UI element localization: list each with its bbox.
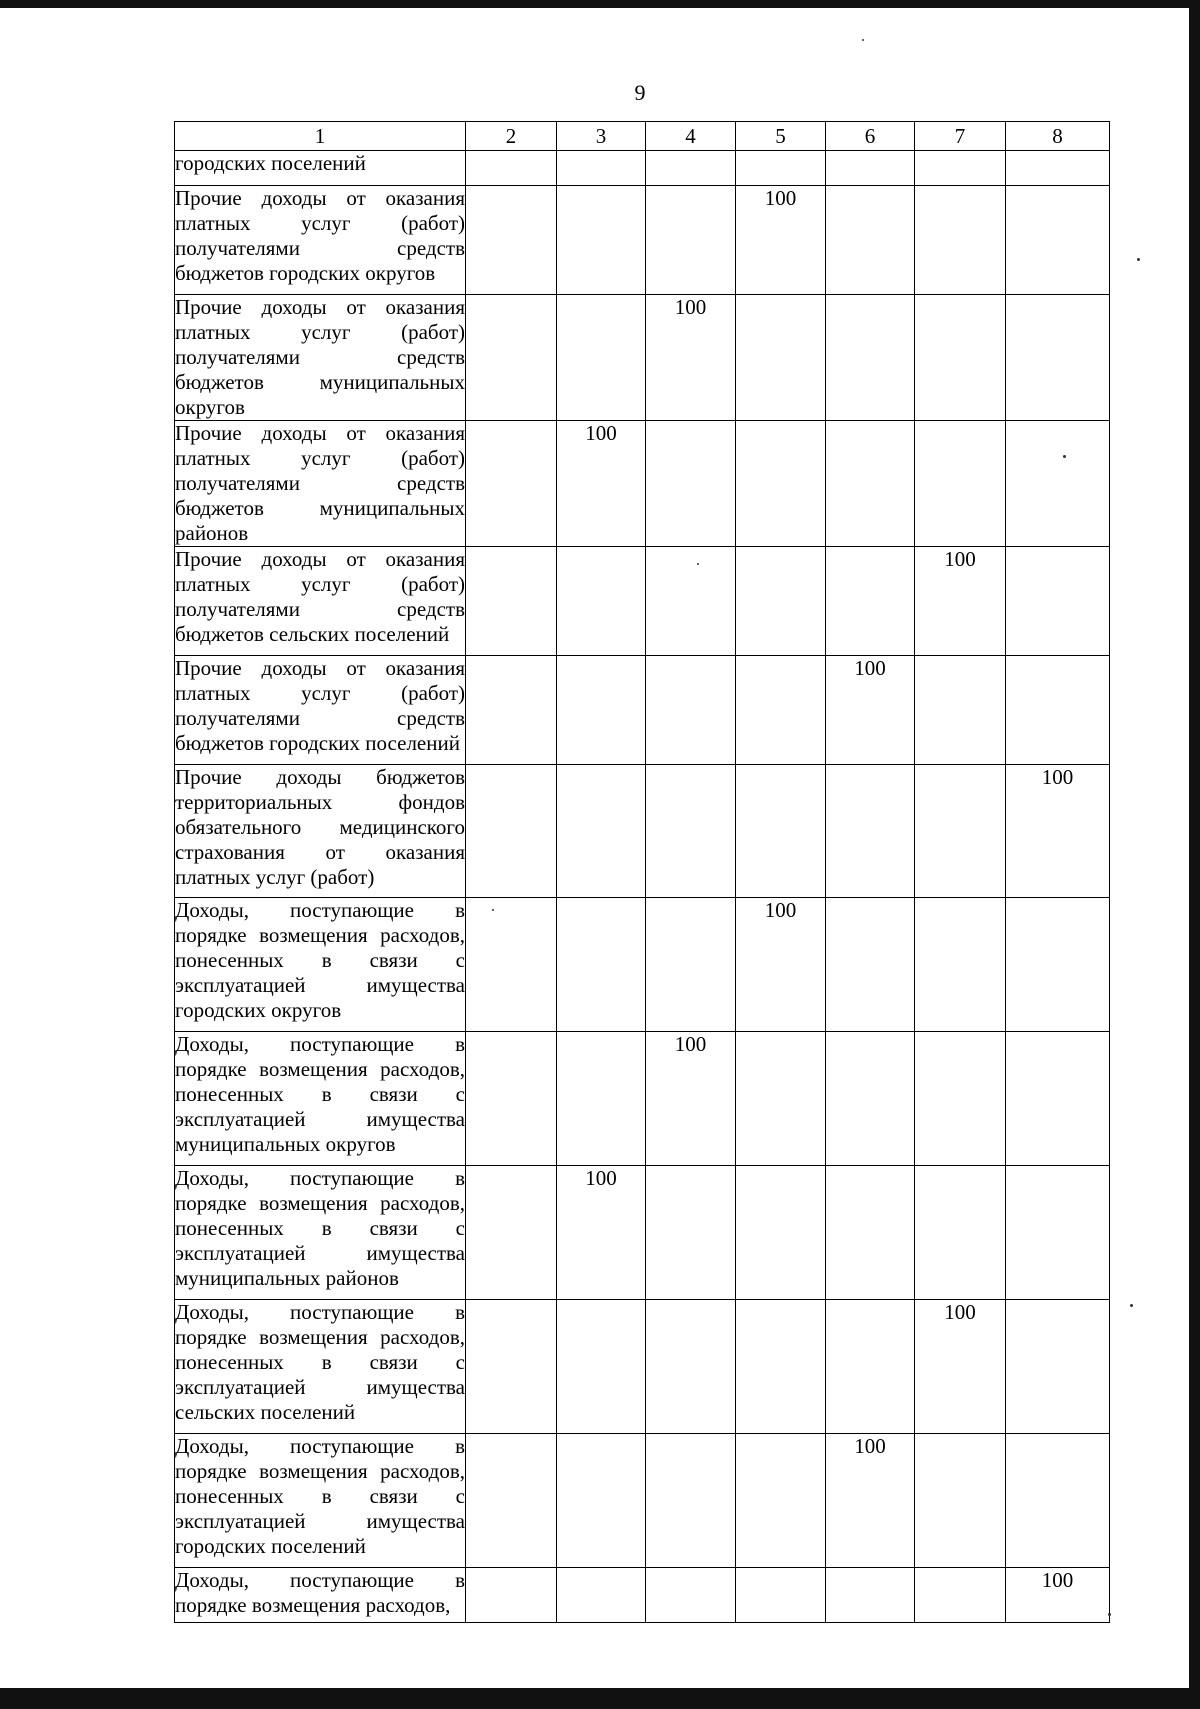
percent-cell-col-6 (826, 151, 915, 186)
percent-cell-col-8 (1006, 1300, 1110, 1434)
page-number: 9 (634, 80, 646, 105)
percent-cell-col-8 (1006, 656, 1110, 765)
income-description-cell: Доходы, поступающие в порядке возмещения расходов, понесенных в связи с эксплуатацией имущества городских поселений (175, 1434, 466, 1568)
percent-cell-col-8 (1006, 151, 1110, 186)
percent-cell-col-5 (736, 656, 826, 765)
percent-cell-col-6: 100 (826, 656, 915, 765)
percent-cell-col-8 (1006, 898, 1110, 1032)
percent-cell-col-6 (826, 765, 915, 898)
percent-cell-col-5 (736, 1166, 826, 1300)
percent-cell-col-4 (646, 186, 736, 295)
column-header: 2 (466, 122, 557, 151)
percent-cell-col-4 (646, 151, 736, 186)
percent-cell-col-4: 100 (646, 295, 736, 421)
percent-cell-col-8 (1006, 186, 1110, 295)
percent-cell-col-6 (826, 295, 915, 421)
scan-speck (1108, 1613, 1111, 1616)
percent-cell-col-7 (915, 151, 1006, 186)
percent-cell-col-5 (736, 1568, 826, 1623)
percent-cell-col-8: 100 (1006, 1568, 1110, 1623)
percent-cell-col-3 (557, 186, 646, 295)
percent-cell-col-8: 100 (1006, 765, 1110, 898)
percent-cell-col-8 (1006, 295, 1110, 421)
percent-cell-col-4 (646, 547, 736, 656)
percent-cell-col-2 (466, 898, 557, 1032)
income-description-cell: Прочие доходы от оказания платных услуг (работ) получателями средств бюджетов муниципальных районов (175, 421, 465, 545)
percent-cell-col-5 (736, 1032, 826, 1166)
percent-cell-col-6 (826, 421, 915, 547)
percent-cell-col-6: 100 (826, 1434, 915, 1568)
column-header: 7 (915, 122, 1006, 151)
scan-border-right (1189, 0, 1200, 1709)
percent-cell-col-4 (646, 421, 736, 547)
percent-cell-col-3 (557, 151, 646, 186)
percent-cell-col-3 (557, 765, 646, 898)
percent-cell-col-7: 100 (915, 1300, 1006, 1434)
column-header: 3 (557, 122, 646, 151)
percent-cell-col-3 (557, 547, 646, 656)
percent-cell-col-5: 100 (736, 898, 826, 1032)
column-header: 4 (646, 122, 736, 151)
column-header: 8 (1006, 122, 1110, 151)
percent-cell-col-5 (736, 547, 826, 656)
revenue-distribution-table (174, 121, 1110, 1623)
percent-cell-col-5 (736, 765, 826, 898)
table-header-row (175, 122, 1110, 151)
percent-cell-col-2 (466, 186, 557, 295)
income-description-cell: Прочие доходы от оказания платных услуг (работ) получателями средств бюджетов городских поселений (175, 656, 466, 765)
percent-cell-col-7 (915, 1568, 1006, 1623)
column-header: 6 (826, 122, 915, 151)
income-description-cell: Прочие доходы от оказания платных услуг (работ) получателями средств бюджетов городских округов (175, 186, 466, 295)
table-row (175, 898, 1110, 1032)
percent-cell-col-7 (915, 1434, 1006, 1568)
percent-cell-col-4 (646, 898, 736, 1032)
percent-cell-col-8 (1006, 1434, 1110, 1568)
percent-cell-col-3 (557, 295, 646, 421)
percent-cell-col-8 (1006, 1032, 1110, 1166)
percent-cell-col-4 (646, 1300, 736, 1434)
percent-cell-col-4 (646, 656, 736, 765)
percent-cell-col-2 (466, 1434, 557, 1568)
income-description-cell: Доходы, поступающие в порядке возмещения расходов, понесенных в связи с эксплуатацией имущества городских округов (175, 898, 466, 1032)
scan-speck (492, 909, 494, 911)
percent-cell-col-2 (466, 656, 557, 765)
table-row (175, 1166, 1110, 1300)
table-row (175, 186, 1110, 295)
percent-cell-col-6 (826, 1032, 915, 1166)
table-row (175, 547, 1110, 656)
percent-cell-col-5 (736, 421, 826, 547)
percent-cell-col-2 (466, 1568, 557, 1623)
table-row (175, 1300, 1110, 1434)
income-description-cell: Доходы, поступающие в порядке возмещения расходов, понесенных в связи с эксплуатацией имущества муниципальных районов (175, 1166, 466, 1300)
percent-cell-col-4 (646, 1166, 736, 1300)
scan-border-bottom (0, 1688, 1200, 1709)
percent-cell-col-5 (736, 1300, 826, 1434)
percent-cell-col-7 (915, 656, 1006, 765)
table-row (175, 765, 1110, 898)
percent-cell-col-7 (915, 295, 1006, 421)
percent-cell-col-3: 100 (557, 1166, 646, 1300)
percent-cell-col-7 (915, 765, 1006, 898)
table-row (175, 656, 1110, 765)
percent-cell-col-2 (466, 1166, 557, 1300)
scan-speck (862, 39, 864, 41)
percent-cell-col-3 (557, 1032, 646, 1166)
percent-cell-col-2 (466, 1300, 557, 1434)
percent-cell-col-2 (466, 547, 557, 656)
column-header: 1 (175, 122, 466, 151)
column-header: 5 (736, 122, 826, 151)
income-description-cell: Доходы, поступающие в порядке возмещения расходов, (175, 1568, 466, 1623)
scan-speck (1063, 455, 1066, 458)
income-description-cell: Прочие доходы от оказания платных услуг (работ) получателями средств бюджетов сельских поселений (175, 547, 466, 656)
table-row (175, 1568, 1110, 1623)
percent-cell-col-7 (915, 421, 1006, 547)
scan-border-top (0, 0, 1200, 8)
percent-cell-col-6 (826, 186, 915, 295)
percent-cell-col-3 (557, 898, 646, 1032)
scan-speck (1130, 1304, 1133, 1307)
percent-cell-col-2 (466, 295, 557, 421)
percent-cell-col-7 (915, 1032, 1006, 1166)
percent-cell-col-4 (646, 765, 736, 898)
income-description-cell: Прочие доходы бюджетов территориальных фондов обязательного медицинского страхования от оказания платных услуг (работ) (175, 765, 466, 898)
percent-cell-col-6 (826, 898, 915, 1032)
percent-cell-col-7 (915, 1166, 1006, 1300)
percent-cell-col-4 (646, 1434, 736, 1568)
percent-cell-col-8 (1006, 421, 1110, 547)
percent-cell-col-6 (826, 1300, 915, 1434)
income-description-cell: городских поселений (175, 151, 466, 186)
percent-cell-col-5: 100 (736, 186, 826, 295)
percent-cell-col-3: 100 (557, 421, 646, 547)
percent-cell-col-6 (826, 1166, 915, 1300)
percent-cell-col-7: 100 (915, 547, 1006, 656)
income-description-cell: Доходы, поступающие в порядке возмещения расходов, понесенных в связи с эксплуатацией имущества муниципальных округов (175, 1032, 466, 1166)
percent-cell-col-5 (736, 151, 826, 186)
percent-cell-col-6 (826, 547, 915, 656)
table-row (175, 1032, 1110, 1166)
percent-cell-col-4: 100 (646, 1032, 736, 1166)
table-row (175, 151, 1110, 186)
percent-cell-col-3 (557, 1300, 646, 1434)
percent-cell-col-3 (557, 1434, 646, 1568)
percent-cell-col-3 (557, 1568, 646, 1623)
percent-cell-col-2 (466, 421, 557, 547)
income-description-cell: Доходы, поступающие в порядке возмещения расходов, понесенных в связи с эксплуатацией имущества сельских поселений (175, 1300, 466, 1434)
scan-speck (1137, 258, 1140, 261)
table-row (175, 1434, 1110, 1568)
percent-cell-col-8 (1006, 1166, 1110, 1300)
percent-cell-col-2 (466, 765, 557, 898)
percent-cell-col-6 (826, 1568, 915, 1623)
percent-cell-col-2 (466, 151, 557, 186)
percent-cell-col-5 (736, 295, 826, 421)
percent-cell-col-3 (557, 656, 646, 765)
percent-cell-col-7 (915, 186, 1006, 295)
percent-cell-col-7 (915, 898, 1006, 1032)
percent-cell-col-8 (1006, 547, 1110, 656)
percent-cell-col-5 (736, 1434, 826, 1568)
table-row (175, 295, 1110, 421)
percent-cell-col-4 (646, 1568, 736, 1623)
scan-speck (697, 563, 699, 565)
percent-cell-col-2 (466, 1032, 557, 1166)
income-description-cell: Прочие доходы от оказания платных услуг (работ) получателями средств бюджетов муниципальных округов (175, 295, 465, 419)
table-row (175, 421, 1110, 547)
